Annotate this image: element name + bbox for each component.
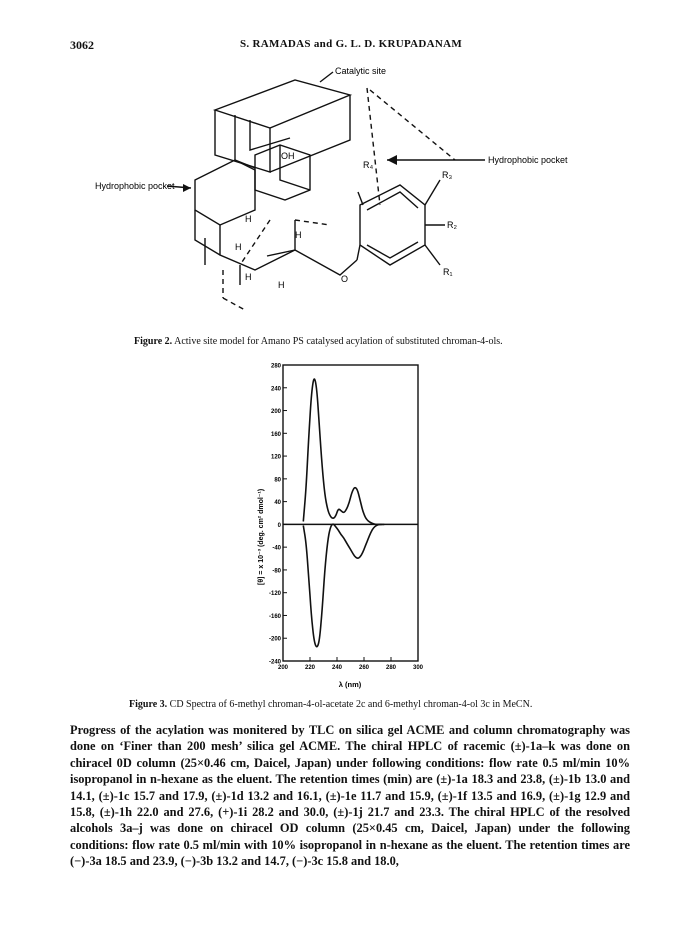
figure-3-caption-label: Figure 3. bbox=[129, 699, 168, 710]
y-tick-label: 0 bbox=[277, 522, 281, 529]
y-tick-label: 240 bbox=[270, 386, 281, 393]
x-tick-label: 280 bbox=[385, 665, 397, 671]
y-tick-label: 120 bbox=[270, 454, 281, 461]
body-text bbox=[70, 722, 630, 870]
h-label-4: H bbox=[245, 272, 252, 282]
h-label-3: H bbox=[235, 242, 242, 252]
h-label-5: H bbox=[278, 280, 285, 290]
active-site-model-diagram bbox=[95, 60, 568, 325]
h-label-1: H bbox=[245, 214, 252, 224]
x-tick-label: 200 bbox=[277, 665, 289, 671]
x-tick-label: 240 bbox=[331, 665, 343, 671]
r1-label: R₁ bbox=[443, 267, 453, 277]
y-tick-label: 200 bbox=[270, 409, 281, 416]
x-tick-label: 220 bbox=[304, 665, 316, 671]
h-label-2: H bbox=[295, 230, 302, 240]
r3-label: R₃ bbox=[442, 170, 453, 180]
cd-spectra-chart bbox=[250, 360, 430, 695]
y-axis-label: [θ] = x 10⁻³ (deg. cm² dmol⁻¹) bbox=[258, 488, 265, 585]
y-tick-label: 40 bbox=[274, 500, 281, 507]
x-axis-label: λ (nm) bbox=[338, 680, 362, 689]
y-tick-label: -40 bbox=[272, 545, 281, 552]
running-head: S. RAMADAS and G. L. D. KRUPADANAM bbox=[240, 38, 463, 50]
hydrophobic-pocket-right-label: Hydrophobic pocket bbox=[488, 155, 568, 165]
figure-2-caption-label: Figure 2. bbox=[134, 336, 173, 347]
y-tick-label: -120 bbox=[268, 591, 281, 598]
y-tick-label: 160 bbox=[270, 431, 281, 438]
cd-spectrum-curve-2 bbox=[303, 524, 381, 647]
body-paragraph: Progress of the acylation was monitered by TLC on silica gel ACME and column chromatography was done on ‘Finer than 200 mesh’ silica gel ACME. The chiral HPLC of racemic (±)-1a–k was done on chiracel 0D column (25×0.46 cm, Daicel, Japan) under following conditions: flow rate 0.5 ml/min 10% isopropanol in n-hexane as the eluent. The retention times (min) are (±)-1a 18.3 and 23.8, (±)-1b 13.0 and 14.1, (±)-1c 15.7 and 17.9, (±)-1d 13.2 and 16.1, (±)-1e 11.7 and 15.9, (±)-1f 13.5 and 16.9, (±)-1g 12.9 and 15.8, (±)-1h 22.0 and 27.6, (+)-1i 28.2 and 30.0, (±)-1j 21.7 and 23.3. The chiral HPLC of the resolved alcohols 3a–j was done on chiracel OD column (25×0.45 cm, Daicel, Japan) under the following conditions: flow rate 0.5 ml/min with 10% isopropanol in n-hexane as the eluent. The retention times are (−)-3a 18.5 and 23.9, (−)-3b 13.2 and 14.7, (−)-3c 15.8 and 18.0, bbox=[70, 723, 630, 869]
y-tick-label: -160 bbox=[268, 613, 281, 620]
hydrophobic-pocket-left-label: Hydrophobic pocket bbox=[95, 181, 175, 191]
figure-2-caption-text: Active site model for Amano PS catalysed acylation of substituted chroman-4-ols. bbox=[174, 336, 503, 347]
x-tick-label: 300 bbox=[412, 665, 424, 671]
y-tick-label: -240 bbox=[268, 659, 281, 666]
catalytic-site-label: Catalytic site bbox=[335, 66, 387, 76]
o-label: O bbox=[341, 274, 349, 284]
x-tick-label: 260 bbox=[358, 665, 370, 671]
page-number: 3062 bbox=[70, 38, 94, 52]
y-tick-label: -200 bbox=[268, 636, 281, 643]
y-tick-label: 80 bbox=[274, 477, 281, 484]
figure-3-caption bbox=[129, 699, 532, 710]
figure-2-caption bbox=[134, 336, 503, 347]
r2-label: R₂ bbox=[447, 220, 457, 230]
figure-3-caption-text: CD Spectra of 6-methyl chroman-4-ol-acetate 2c and 6-methyl chroman-4-ol 3c in MeCN. bbox=[169, 699, 533, 710]
r4-label: R₄ bbox=[363, 160, 374, 170]
y-tick-label: 280 bbox=[270, 363, 281, 370]
y-tick-label: -80 bbox=[272, 568, 281, 575]
cd-spectrum-curve-1 bbox=[303, 379, 384, 524]
oh-label: OH bbox=[281, 151, 295, 161]
